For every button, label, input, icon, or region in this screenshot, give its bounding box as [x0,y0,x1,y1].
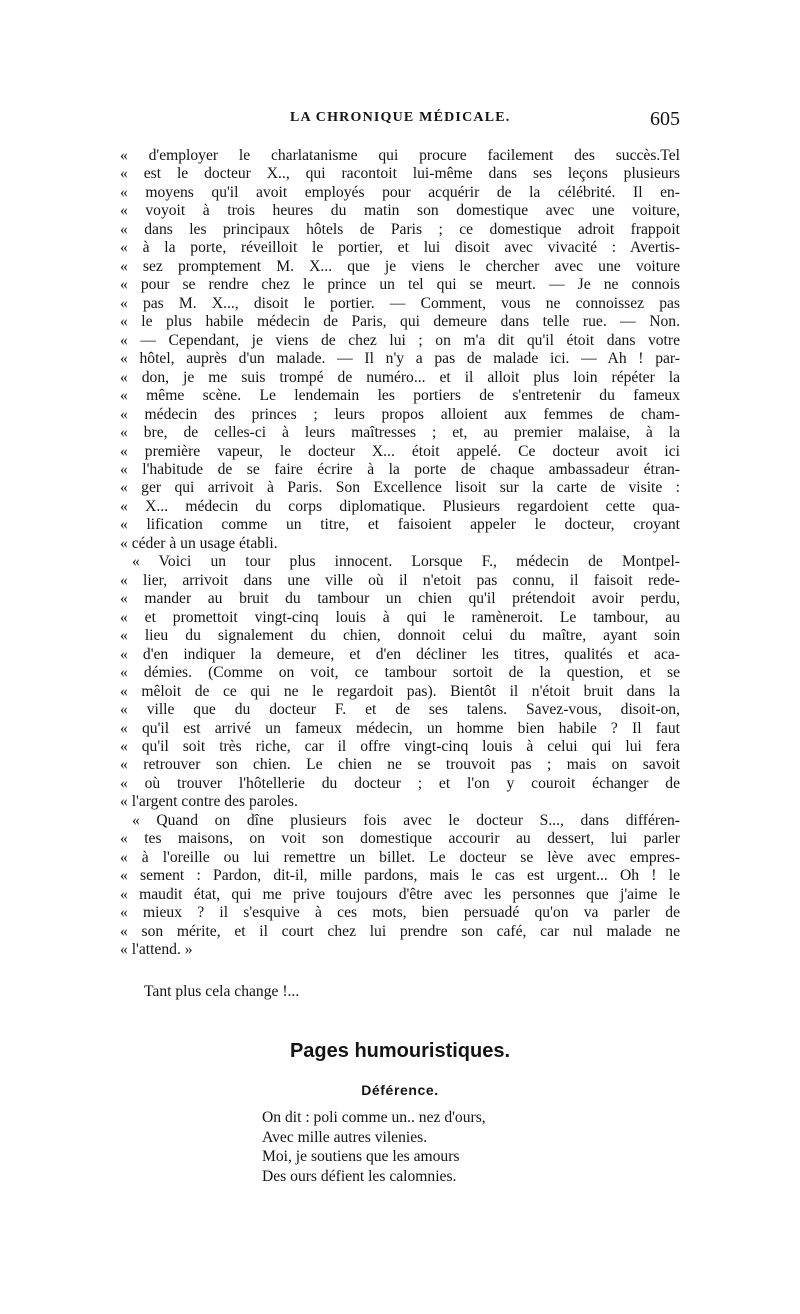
text-line: « Voici un tour plus innocent. Lorsque F., médecin de Montpel- [132,553,680,571]
text-line: « même scène. Le lendemain les portiers de s'entretenir du fameux [120,387,680,405]
text-line: « son mérite, et il court chez lui prendre son café, car nul malade ne [120,922,680,940]
poem-line: Des ours défient les calomnies. [262,1167,457,1185]
section-heading: Pages humouristiques. [289,1040,511,1062]
text-line: « et promettoit vingt-cinq louis à qui le ramèneroit. Le tambour, au [120,608,680,626]
poem [262,1108,582,1186]
text-line: « lification comme un titre, et faisoient appeler le docteur, croyant [120,516,680,534]
text-line: « démies. (Comme on voit, ce tambour sortoit de la question, et se [120,664,680,682]
running-title: LA CHRONIQUE MÉDICALE. [290,110,511,125]
text-line: « mêloit de ce qui ne le regardoit pas). Bientôt il n'étoit bruit dans la [120,682,680,700]
body-text [120,147,680,1001]
text-line: « bre, de celles-ci à leurs maîtresses ; et, au premier malaise, à la [120,424,680,442]
text-line: « à l'oreille ou lui remettre un billet. Le docteur se lève avec empres- [120,848,680,866]
text-line: « tes maisons, on voit son domestique accourir au dessert, lui parler [120,830,680,848]
text-line: « sez promptement M. X... que je viens le chercher avec une voiture [120,257,680,275]
text-line: « moyens qu'il avoit employés pour acquérir de la célébrité. Il en- [120,183,680,201]
text-line: « don, je me suis trompé de numéro... et il alloit plus loin répéter la [120,368,680,386]
text-line: « où trouver l'hôtellerie du docteur ; et l'on y couroit échanger de [120,774,680,792]
closing-line: Tant plus cela change !... [144,982,300,1000]
text-line: « première vapeur, le docteur X... étoit appelé. Ce docteur avoit ici [120,442,680,460]
running-head [120,108,680,132]
text-line: « à la porte, réveilloit le portier, et lui disoit avec vivacité : Avertis- [120,239,680,257]
text-line: « dans les principaux hôtels de Paris ; ce domestique adroit frappoit [120,220,680,238]
text-line: « d'en indiquer la demeure, et d'en décliner les titres, qualités et aca- [120,645,680,663]
text-line: « mander au bruit du tambour un chien qu'il prétendoit avoir perdu, [120,590,680,608]
text-line: « lieu du signalement du chien, donnoit celui du maître, ayant soin [120,627,680,645]
page-number: 605 [650,108,680,130]
text-line: « maudit état, qui me prive toujours d'être avec les personnes que j'aime le [120,885,680,903]
text-line: « lier, arrivoit dans une ville où il n'etoit pas connu, il faisoit rede- [120,571,680,589]
text-line: « pas M. X..., disoit le portier. — Comment, vous ne connoissez pas [120,294,680,312]
text-line: « l'attend. » [120,941,193,959]
text-line: « hôtel, auprès d'un malade. — Il n'y a pas de malade ici. — Ah ! par- [120,350,680,368]
paragraph-spacer [120,960,680,979]
text-line: « l'habitude de se faire écrire à la porte de chaque ambassadeur étran- [120,460,680,478]
text-line: « céder à un usage établi. [120,534,278,552]
text-line: « ville que du docteur F. et de ses talens. Savez-vous, disoit-on, [120,701,680,719]
text-line: « sement : Pardon, dit-il, mille pardons, mais le cas est urgent... Oh ! le [120,867,680,885]
text-line: « mieux ? il s'esquive à ces mots, bien persuadé qu'on va parler de [120,904,680,922]
text-line: « qu'il est arrivé un fameux médecin, un homme bien habile ? Il faut [120,719,680,737]
section-subheading: Déférence. [361,1082,439,1098]
text-line: « qu'il soit très riche, car il offre vingt-cinq louis à celui qui lui fera [120,738,680,755]
text-line: « retrouver son chien. Le chien ne se trouvoit pas ; mais on savoit [120,756,680,774]
text-line: « ger qui arrivoit à Paris. Son Excellence lisoit sur la carte de visite : [120,479,680,497]
text-line: « le plus habile médecin de Paris, qui demeure dans telle rue. — Non. [120,313,680,331]
poem-line: On dit : poli comme un.. nez d'ours, [262,1109,486,1126]
text-line: « Quand on dîne plusieurs fois avec le docteur S..., dans différen- [132,811,680,829]
text-line: « est le docteur X.., qui racontoit lui-même dans ses leçons plusieurs [120,165,680,183]
text-line: « l'argent contre des paroles. [120,793,298,811]
poem-line: Moi, je soutiens que les amours [262,1148,460,1166]
text-line: « d'employer le charlatanisme qui procure facilement des succès.Tel [120,147,680,164]
poem-line: Avec mille autres vilenies. [262,1128,428,1146]
text-line: « — Cependant, je viens de chez lui ; on m'a dit qu'il étoit dans votre [120,331,680,349]
text-line: « pour se rendre chez le prince un tel qui se meurt. — Je ne connois [120,276,680,294]
text-line: « voyoit à trois heures du matin son domestique avec une voiture, [120,202,680,220]
text-line: « X... médecin du corps diplomatique. Plusieurs regardoient cette qua- [120,497,680,515]
text-line: « médecin des princes ; leurs propos alloient aux femmes de cham- [120,405,680,423]
